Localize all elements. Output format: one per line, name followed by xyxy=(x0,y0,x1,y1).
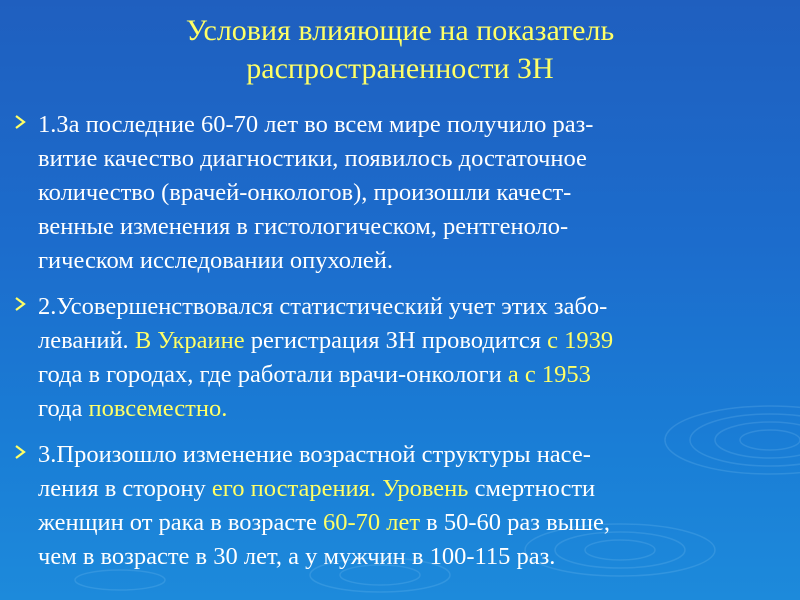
bullet-1-line-5 xyxy=(38,244,772,278)
slide-title-line-1: Условия влияющие на показатель xyxy=(185,14,615,47)
bullet-list xyxy=(12,108,772,586)
highlighted-text: а с 1953 xyxy=(507,361,591,388)
highlighted-text: его постарения. xyxy=(211,475,377,502)
bullet-1-line-3 xyxy=(38,176,772,210)
bullet-2-line-1 xyxy=(38,290,772,324)
body-text: 2.Усовершенствовался статистический учет этих забо- xyxy=(38,293,608,320)
bullet-item-1 xyxy=(12,108,772,278)
bullet-2-line-2 xyxy=(38,324,772,358)
chevron-right-icon xyxy=(12,442,28,462)
bullet-1-line-2 xyxy=(38,142,772,176)
bullet-3-line-2 xyxy=(38,472,772,506)
body-text: леваний. xyxy=(38,327,135,354)
body-text: регистрация ЗН проводится xyxy=(244,327,548,354)
chevron-right-icon xyxy=(12,294,28,314)
body-text: витие качество диагностики, появилось достаточное xyxy=(38,145,587,172)
body-text: 1.За последние 60-70 лет во всем мире получило раз- xyxy=(38,111,594,138)
body-text: года xyxy=(38,395,89,422)
body-text: количество (врачей-онкологов), произошли качест- xyxy=(38,179,572,206)
bullet-item-2 xyxy=(12,290,772,426)
body-text: в 50-60 раз выше, xyxy=(420,509,610,536)
body-text: ления в сторону xyxy=(38,475,212,502)
slide-title xyxy=(0,12,800,88)
bullet-item-3 xyxy=(12,438,772,574)
body-text: венные изменения в гистологическом, рентгеноло- xyxy=(38,213,569,240)
bullet-1-line-1 xyxy=(38,108,772,142)
body-text: гическом исследовании опухолей. xyxy=(38,247,394,274)
bullet-3-line-1 xyxy=(38,438,772,472)
highlighted-text: 60-70 лет xyxy=(322,509,421,536)
bullet-3-line-3 xyxy=(38,506,772,540)
bullet-3-line-4 xyxy=(38,540,772,574)
bullet-1-line-4 xyxy=(38,210,772,244)
body-text: чем в возрасте в 30 лет, а у мужчин в 100-115 раз. xyxy=(38,543,556,570)
highlighted-text: с 1939 xyxy=(547,327,614,354)
highlighted-text: повсеместно. xyxy=(88,395,228,422)
body-text: женщин от рака в возрасте xyxy=(38,509,323,536)
chevron-right-icon xyxy=(12,112,28,132)
highlighted-text: В Украине xyxy=(134,327,245,354)
bullet-2-line-4 xyxy=(38,392,772,426)
slide-title-line-2: распространенности ЗН xyxy=(246,52,554,85)
body-text: года в городах, где работали врачи-онкологи xyxy=(38,361,508,388)
highlighted-text: Уровень xyxy=(382,475,469,502)
body-text: 3.Произошло изменение возрастной структуры насе- xyxy=(38,441,591,468)
body-text: смертности xyxy=(468,475,596,502)
bullet-2-line-3 xyxy=(38,358,772,392)
